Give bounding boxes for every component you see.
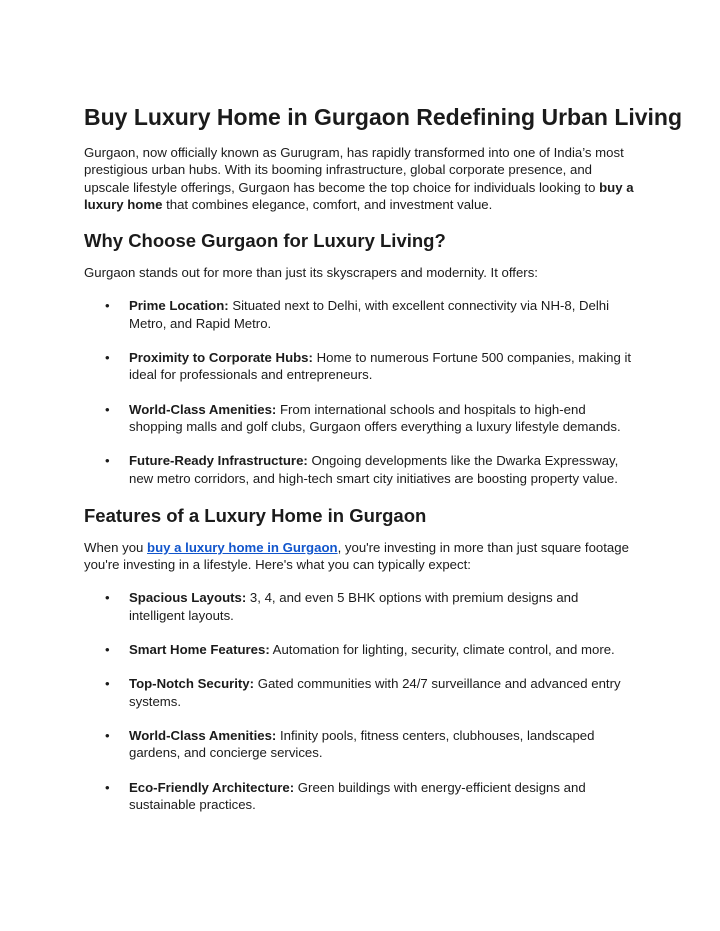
bullet-text: From international schools and hospitals to high-end shopping malls and golf clubs, Gurgaon offers everything a luxury lifestyle demands.: [129, 401, 621, 434]
bullet-label: World-Class Amenities:: [129, 727, 277, 743]
page-title: Buy Luxury Home in Gurgaon Redefining Urban Living: [84, 104, 683, 130]
bullet-label: Proximity to Corporate Hubs:: [129, 350, 313, 366]
intro-text-run2: that combines elegance, comfort, and investment value.: [162, 196, 493, 212]
bullet-text: Home to numerous Fortune 500 companies, making it ideal for professionals and entrepreneurs.: [129, 350, 632, 383]
bullet-label: Future-Ready Infrastructure:: [129, 453, 308, 469]
list-item: [129, 297, 634, 332]
bullet-text: Automation for lighting, security, climate control, and more.: [269, 642, 615, 658]
bullet-label: Smart Home Features:: [129, 642, 270, 658]
list-item: [129, 401, 634, 436]
list-item: [129, 641, 634, 658]
section-heading-features: Features of a Luxury Home in Gurgaon: [84, 504, 427, 526]
list-item: [129, 349, 634, 384]
list-item: [129, 779, 634, 814]
bullet-text: Infinity pools, fitness centers, clubhouses, landscaped gardens, and concierge services.: [129, 727, 595, 761]
list-item: [129, 675, 634, 710]
intro-paragraph: [84, 144, 634, 213]
intro-text-run1: Gurgaon, now officially known as Gurugram, has rapidly transformed into one of India’s most prestigious urban hubs. With its booming infrastructure, global corporate presence, and upscale lifestyle offerings, Gurgaon has become the top choice for individuals looking to: [84, 145, 624, 195]
intro-bold-phrase: buy a luxury home: [84, 179, 634, 212]
bullet-label: Prime Location:: [129, 298, 229, 314]
bullet-text: Green buildings with energy-efficient designs and sustainable practices.: [129, 779, 586, 812]
list-item: [129, 727, 634, 762]
bullet-text: Situated next to Delhi, with excellent connectivity via NH-8, Delhi Metro, and Rapid Metro.: [129, 298, 610, 331]
bullet-text: Ongoing developments like the Dwarka Expressway, new metro corridors, and high-tech smart city initiatives are boosting property value.: [129, 453, 619, 486]
list-item: [129, 589, 634, 624]
why-choose-lead: Gurgaon stands out for more than just its skyscrapers and modernity. It offers:: [84, 265, 538, 281]
list-item: [129, 452, 634, 487]
bullet-label: Eco-Friendly Architecture:: [129, 779, 295, 795]
features-lead-run1: When you: [84, 539, 148, 555]
bullet-label: Spacious Layouts:: [129, 590, 247, 606]
section-heading-why-choose: Why Choose Gurgaon for Luxury Living?: [84, 230, 446, 252]
features-list: [84, 589, 634, 813]
features-lead-run2: , you're investing in more than just square footage you're investing in a lifestyle. Here's what you can typically expect:: [84, 539, 629, 573]
bullet-label: Top-Notch Security:: [129, 676, 255, 692]
why-choose-list: [84, 297, 634, 486]
features-lead: [84, 539, 634, 574]
bullet-text: Gated communities with 24/7 surveillance and advanced entry systems.: [129, 676, 621, 709]
document-content: [84, 104, 683, 813]
buy-luxury-home-link[interactable]: buy a luxury home in Gurgaon: [147, 539, 338, 555]
bullet-text: 3, 4, and even 5 BHK options with premium designs and intelligent layouts.: [129, 590, 579, 623]
bullet-label: World-Class Amenities:: [129, 401, 277, 417]
